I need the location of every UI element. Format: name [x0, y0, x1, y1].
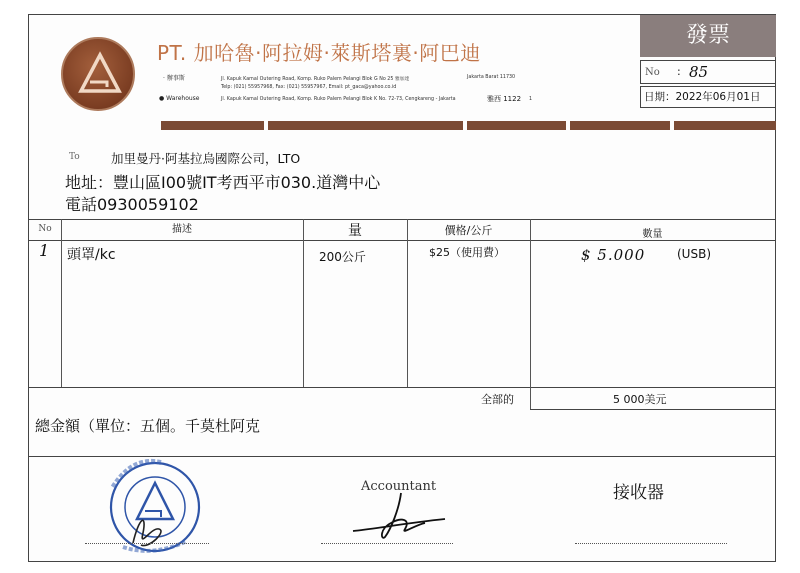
total-label: 全部的 — [481, 393, 514, 406]
table-col-divider — [407, 219, 408, 387]
to-label: To — [69, 152, 80, 162]
invoice-number-sep: : — [677, 65, 681, 78]
company-name: PT. 加哈魯·阿拉姆·萊斯塔裏·阿巴迪 — [157, 41, 481, 65]
company-logo — [61, 37, 135, 111]
col-header-amount: 數量 — [642, 229, 663, 240]
warehouse-postcode: 雅西 1122 — [487, 95, 522, 103]
row-quantity: 200公斤 — [319, 250, 366, 264]
office-address: Jl. Kapuk Kamal Outering Road, Komp. Ruko Palem Pelangi Blok G No 25 雅加達 — [221, 77, 410, 82]
company-stamp — [103, 457, 205, 557]
table-header-border — [29, 240, 775, 241]
office-city: Jakarta Barat 11730 — [467, 75, 516, 80]
receiver-label: 接收器 — [613, 483, 664, 503]
row-description: 頭罩/kc — [67, 247, 116, 263]
signature-line-accountant — [321, 543, 453, 544]
office-contact: Telp: (021) 55957968, Fax: (021) 55957967, Email: pt_gaca@yahoo.co.id — [221, 85, 397, 90]
col-header-quantity: 量 — [348, 223, 362, 239]
header-divider — [161, 121, 264, 130]
header-divider — [570, 121, 670, 130]
invoice-document — [28, 14, 776, 562]
triangle-logo-icon — [77, 51, 123, 97]
row-price: $25（使用費） — [429, 246, 505, 259]
office-label: · 辦事斯 — [163, 75, 185, 82]
col-header-description: 描述 — [172, 224, 192, 235]
col-header-price: 價格/公斤 — [444, 224, 493, 237]
table-col-divider — [303, 219, 304, 387]
header-divider — [674, 121, 776, 130]
total-value: 5 000美元 — [613, 393, 667, 406]
invoice-number-value: 85 — [689, 63, 709, 81]
table-col-divider — [61, 219, 62, 387]
total-in-words: 總金額（單位：五個。千莫杜阿克 — [35, 417, 261, 435]
signature-line-receiver — [575, 543, 727, 544]
invoice-number-box — [640, 60, 776, 84]
total-box-border — [530, 409, 775, 410]
invoice-title: 發票 — [640, 15, 776, 57]
row-no: 1 — [39, 241, 50, 260]
accountant-label: Accountant — [361, 479, 437, 494]
customer-phone: 電話0930059102 — [65, 195, 199, 214]
header-divider — [268, 121, 463, 130]
header-divider — [467, 121, 566, 130]
warehouse-label: ● Warehouse — [159, 95, 200, 102]
customer-address: 地址：豐山區I00號IT考西平市030.道灣中心 — [65, 173, 381, 192]
table-body-border — [29, 387, 775, 388]
warehouse-suffix: 1 — [529, 97, 533, 102]
col-header-no: No — [38, 224, 52, 234]
invoice-date-label: 日期： — [644, 91, 676, 103]
table-col-divider — [530, 219, 531, 409]
customer-name: 加里曼丹·阿基拉烏國際公司，LTO — [111, 151, 301, 166]
row-amount: $ 5.000 — [581, 246, 646, 264]
row-currency: (USB) — [677, 247, 711, 261]
accountant-signature — [345, 489, 455, 543]
invoice-date-box — [640, 86, 776, 108]
invoice-number-label: No — [645, 67, 660, 78]
warehouse-address: Jl. Kapuk Kamal Outering Road, Komp. Ruko Palem Pelangi Blok K No. 72-73, Cengkareng - Jakarta — [221, 97, 456, 102]
invoice-date-value: 2022年06月01日 — [675, 91, 761, 103]
signature-line-company — [85, 543, 209, 544]
